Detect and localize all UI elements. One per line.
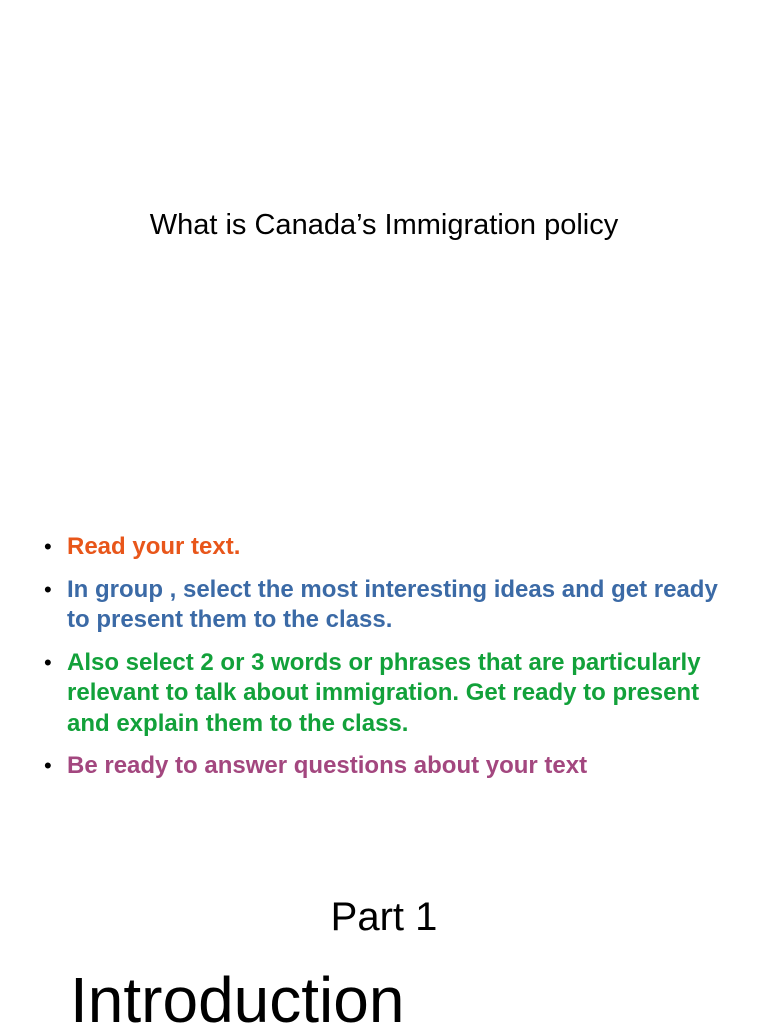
list-item-text: Read your text. <box>67 533 241 560</box>
list-item <box>44 575 734 636</box>
section-heading: Introduction <box>70 964 405 1024</box>
bullet-icon: • <box>44 576 52 602</box>
list-item-text: Also select 2 or 3 words or phrases that are particularly relevant to talk about immigration. Get ready to present and explain them to the class. <box>67 648 701 737</box>
instruction-list <box>44 532 734 794</box>
list-item <box>44 751 734 782</box>
list-item <box>44 532 734 563</box>
bullet-icon: • <box>44 649 52 675</box>
list-item-text: In group , select the most interesting ideas and get ready to present them to the class. <box>67 575 718 633</box>
list-item <box>44 648 734 740</box>
bullet-icon: • <box>44 534 52 559</box>
part-label: Part 1 <box>330 895 438 939</box>
list-item-text: Be ready to answer questions about your text <box>67 752 588 779</box>
page-title: What is Canada’s Immigration policy <box>149 209 619 241</box>
bullet-icon: • <box>44 753 52 778</box>
